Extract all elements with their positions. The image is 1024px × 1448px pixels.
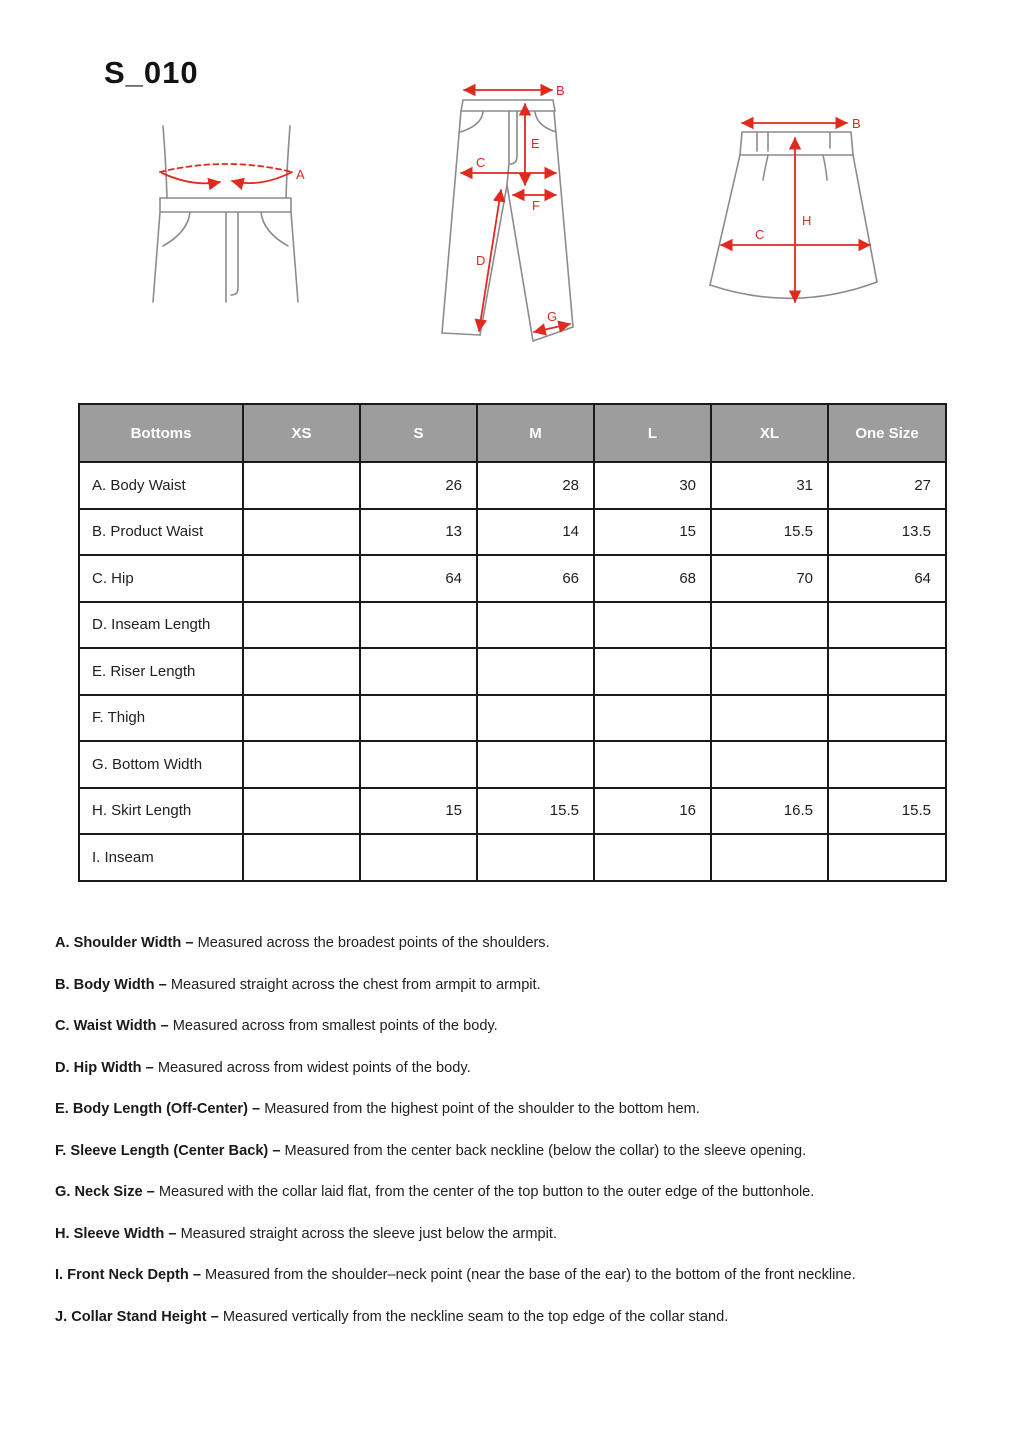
note-term: H. Sleeve Width – [55, 1225, 177, 1242]
pants-waistband [461, 100, 555, 111]
cell-one-size: 27 [828, 462, 946, 509]
table-row [79, 695, 946, 742]
row-label: I. Inseam [79, 834, 243, 881]
cell-xs [243, 834, 360, 881]
pants-left-pocket [460, 112, 483, 132]
note-front-neck-depth [55, 1265, 905, 1286]
note-term: C. Waist Width – [55, 1018, 169, 1034]
cell-m [477, 648, 594, 695]
note-term: A. Shoulder Width – [55, 935, 194, 951]
note-term: G. Neck Size – [55, 1184, 155, 1200]
note-definition: Measured across the broadest points of the shoulders. [197, 935, 550, 951]
cell-xl [711, 648, 828, 695]
cell-s [360, 602, 477, 649]
arrow-g [534, 324, 570, 332]
row-label: A. Body Waist [79, 462, 243, 509]
body-waist-diagram [138, 112, 328, 337]
cell-xl: 16.5 [711, 788, 828, 835]
pants-left-hem [442, 333, 480, 335]
cell-l [594, 695, 711, 742]
torso-right-line [286, 126, 290, 198]
measure-label-c: C [755, 227, 765, 242]
cell-one-size [828, 648, 946, 695]
note-shoulder-width [55, 933, 905, 954]
cell-one-size: 64 [828, 555, 946, 602]
cell-xl [711, 695, 828, 742]
measure-label-c: C [476, 155, 486, 170]
skirt-drawing-svg [702, 108, 887, 323]
note-waist-width [55, 1016, 905, 1037]
row-label: B. Product Waist [79, 509, 243, 556]
note-definition: Measured straight across the sleeve just below the armpit. [180, 1225, 557, 1242]
pants-drawing-svg [432, 78, 592, 353]
cell-l [594, 834, 711, 881]
cell-m: 14 [477, 509, 594, 556]
header-l: L [594, 404, 711, 462]
measure-label-h: H [802, 213, 812, 228]
pants-diagram [432, 78, 592, 353]
cell-m [477, 834, 594, 881]
pants-left-outer [442, 111, 461, 333]
cell-l [594, 741, 711, 788]
waist-arrow-right [232, 172, 292, 183]
body-waist-drawing-svg [138, 112, 328, 337]
cell-xl [711, 834, 828, 881]
note-definition: Measured from the shoulder–neck point (near the base of the ear) to the bottom of the front neckline. [205, 1267, 856, 1283]
measure-label-b: B [852, 116, 861, 131]
cell-xs [243, 555, 360, 602]
cell-m: 66 [477, 555, 594, 602]
cell-one-size [828, 695, 946, 742]
row-label: H. Skirt Length [79, 788, 243, 835]
cell-m [477, 741, 594, 788]
cell-s: 26 [360, 462, 477, 509]
header-bottoms: Bottoms [79, 404, 243, 462]
cell-m: 28 [477, 462, 594, 509]
cell-l [594, 602, 711, 649]
header-one-size: One Size [828, 404, 946, 462]
note-definition: Measured across from smallest points of the body. [172, 1018, 498, 1034]
cell-l: 15 [594, 509, 711, 556]
measure-label-b: B [556, 83, 565, 98]
cell-one-size: 15.5 [828, 788, 946, 835]
cell-xs [243, 741, 360, 788]
row-label: E. Riser Length [79, 648, 243, 695]
note-definition: Measured straight across the chest from armpit to armpit. [170, 976, 541, 993]
cell-l: 16 [594, 788, 711, 835]
note-definition: Measured across from widest points of the body. [157, 1059, 471, 1076]
left-pocket-curve [163, 212, 190, 246]
cell-m [477, 695, 594, 742]
note-term: D. Hip Width – [55, 1059, 154, 1076]
cell-xs [243, 788, 360, 835]
table-row [79, 834, 946, 881]
table-row [79, 462, 946, 509]
measure-label-d: D [476, 253, 486, 268]
note-body-length [55, 1099, 905, 1120]
page-title: S_010 [104, 55, 199, 90]
shorts-left-edge [153, 212, 160, 302]
row-label: C. Hip [79, 555, 243, 602]
note-sleeve-width [55, 1224, 905, 1245]
row-label: D. Inseam Length [79, 602, 243, 649]
cell-xs [243, 648, 360, 695]
cell-xs [243, 695, 360, 742]
note-hip-width [55, 1058, 905, 1079]
size-table [78, 403, 947, 882]
header-s: S [360, 404, 477, 462]
cell-m: 15.5 [477, 788, 594, 835]
cell-s [360, 648, 477, 695]
cell-l [594, 648, 711, 695]
note-definition: Measured vertically from the neckline seam to the top edge of the collar stand. [222, 1308, 729, 1325]
pants-right-hem [533, 327, 573, 341]
table-row [79, 509, 946, 556]
table-row [79, 741, 946, 788]
row-label: G. Bottom Width [79, 741, 243, 788]
note-term: E. Body Length (Off-Center) – [55, 1101, 261, 1117]
pants-right-inner [507, 185, 533, 341]
header-xs: XS [243, 404, 360, 462]
note-definition: Measured with the collar laid flat, from the center of the top button to the outer edge of the buttonhole. [158, 1184, 815, 1200]
pants-fly-right [510, 111, 517, 164]
waistband-outline [160, 198, 291, 212]
note-term: J. Collar Stand Height – [55, 1308, 219, 1325]
measure-label-f: F [532, 198, 540, 213]
skirt-right-dart [823, 155, 827, 180]
measure-label-e: E [531, 136, 540, 151]
cell-xs [243, 462, 360, 509]
skirt-hem-curve [710, 282, 877, 298]
cell-s: 64 [360, 555, 477, 602]
cell-xl: 31 [711, 462, 828, 509]
note-body-width [55, 975, 905, 996]
cell-m [477, 602, 594, 649]
cell-xs [243, 509, 360, 556]
note-term: B. Body Width – [55, 976, 167, 993]
skirt-left-dart [763, 155, 768, 180]
note-neck-size [55, 1182, 905, 1203]
cell-s: 13 [360, 509, 477, 556]
measure-label-a: A [296, 167, 305, 182]
fly-right-line [231, 212, 238, 295]
cell-one-size [828, 602, 946, 649]
table-header-row [79, 404, 946, 462]
waist-arrow-left [162, 173, 220, 183]
note-collar-stand-height [55, 1307, 905, 1328]
cell-xl: 70 [711, 555, 828, 602]
skirt-right-edge [853, 155, 877, 282]
table-row [79, 555, 946, 602]
note-term: F. Sleeve Length (Center Back) – [55, 1142, 281, 1159]
cell-one-size: 13.5 [828, 509, 946, 556]
pants-right-outer [554, 111, 573, 327]
table-row [79, 602, 946, 649]
row-label: F. Thigh [79, 695, 243, 742]
shorts-right-edge [291, 212, 298, 302]
note-term: I. Front Neck Depth – [55, 1267, 201, 1283]
pants-right-pocket [535, 112, 556, 132]
cell-xl [711, 602, 828, 649]
table-row [79, 788, 946, 835]
waist-ellipse-dashed [160, 164, 292, 172]
cell-xl: 15.5 [711, 509, 828, 556]
skirt-left-edge [710, 155, 740, 285]
note-definition: Measured from the highest point of the shoulder to the bottom hem. [264, 1101, 700, 1117]
measure-label-g: G [547, 309, 558, 324]
cell-one-size [828, 741, 946, 788]
cell-s [360, 695, 477, 742]
cell-one-size [828, 834, 946, 881]
measurement-definitions [55, 933, 905, 1348]
cell-s [360, 741, 477, 788]
cell-xl [711, 741, 828, 788]
header-m: M [477, 404, 594, 462]
cell-xs [243, 602, 360, 649]
note-definition: Measured from the center back neckline (below the collar) to the sleeve opening. [284, 1142, 807, 1159]
torso-left-line [163, 126, 167, 198]
cell-s [360, 834, 477, 881]
cell-s: 15 [360, 788, 477, 835]
note-sleeve-length [55, 1141, 905, 1162]
cell-l: 30 [594, 462, 711, 509]
skirt-diagram [702, 108, 887, 323]
header-xl: XL [711, 404, 828, 462]
right-pocket-curve [261, 212, 288, 246]
table-row [79, 648, 946, 695]
cell-l: 68 [594, 555, 711, 602]
